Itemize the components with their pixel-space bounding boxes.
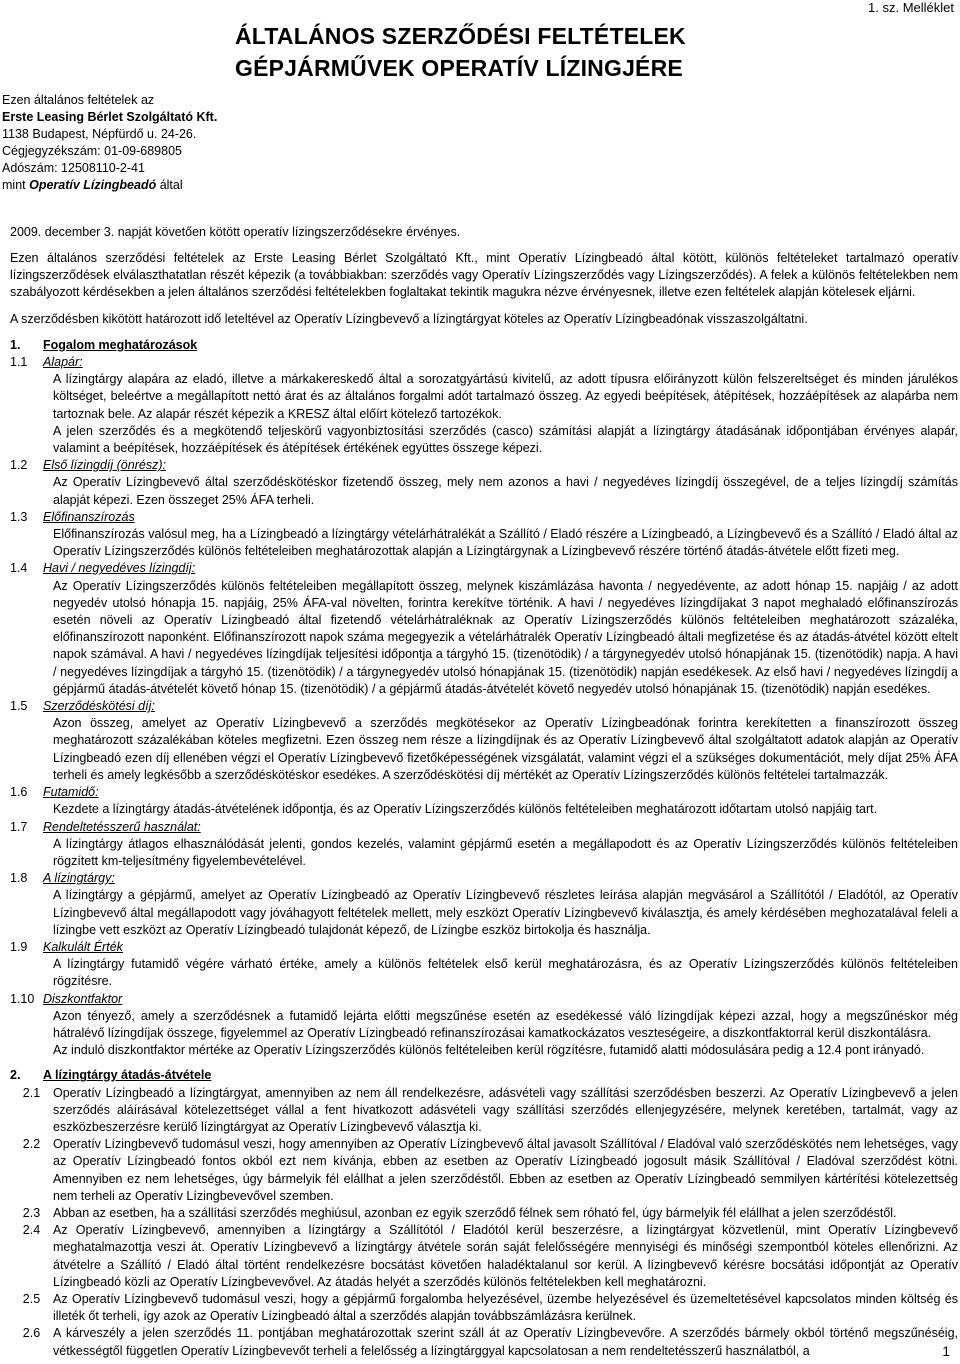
definition-heading <box>10 509 958 526</box>
clause-text: Az Operatív Lízingbevevő, amennyiben a lízingtárgy a Szállítótól / Eladótól kerül beszerzésre, a lízingtárgyat közvetlenül, mint Operatív Lízingbevevő meghatalmazottja veszi át. Operatív Lízingbevevő a lízingtárgy átvétele során saját felelősségére mennyiségi és minőségi szempontból köteles ellenőrizni. Az átvételre a Szállító / Eladó által történt rendelkezésre bocsátást követően haladéktalanul sor kerül. A lízingbevevő kérésre bocsátási időpontját az Operatív Lízingbeadó közli az Operatív Lízingbevevővel. Az átadás helyét a szerződés különös feltételekben kell meghatározni. <box>53 1223 958 1289</box>
issuer-role <box>2 177 242 194</box>
definition-term: Havi / negyedéves lízingdíj: <box>43 561 196 576</box>
page-number: 1 <box>942 1343 950 1359</box>
definition-term: Rendeltetésszerű használat: <box>43 819 201 834</box>
definition-text: Azon tényező, amely a szerződésnek a futamidő lejárta előtti megszűnése esetén az esedékessé váló lízingdíjak képezi azzal, hogy a megszűnéskor még hátralévő lízingdíjak összege, figyelemmel az Operatív Lízingbeadó refinanszírozásai kamatkockázatos veszteségeire, a diszkontfaktorral kerül diszkontálásra. <box>53 1008 958 1040</box>
section-number: 2. <box>10 1068 21 1083</box>
issuer-role-suffix: által <box>159 178 183 192</box>
intro-paragraph: Ezen általános szerződési feltételek az Erste Leasing Bérlet Szolgáltató Kft., mint Operatív Lízingbeadó által kötött, különös feltételeket tartalmazó operatív lízingszerződések elválaszthatatlan részét képezik (a továbbiakban: szerződés vagy Operatív Lízingszerződés vagy Lízingszerződés). A felek a különös feltételekben nem szabályozott kérdésekben a jelen általános szerződési feltételekben foglaltakat tekintik magukra nézve érvényesnek, illetve ezen feltételek alapján kötelesek eljárni. <box>10 251 958 300</box>
clause-text: Az Operatív Lízingbevevő tudomásul veszi, hogy a gépjármű forgalomba helyezésével, üzembe helyezésével és üzemeltetésével kapcsolatos minden költség és illeték őt terheli, így azok az Operatív Lízingbeadó által a szerződés alapján továbbszámlázásra kerülnek. <box>53 1291 958 1324</box>
definition-text: A lízingtárgy futamidő végére várható értéke, amely a különös feltételek első kerül meghatározásra, és az Operatív Lízingszerződés különös feltételeiben rögzítésre. <box>53 957 958 989</box>
definition-text: Az induló diszkontfaktor mértéke az Operatív Lízingszerződés különös feltételeiben kerül rögzítésre, futamidő alatti módosulására pedig a 12.4 pont irányadó. <box>53 1043 925 1058</box>
intro-paragraph: A szerződésben kikötött határozott idő leteltével az Operatív Lízingbevevő a lízingtárgyat köteles az Operatív Lízingbeadónak visszaszolgáltatni. <box>10 311 808 326</box>
definition-number: 1.5 <box>10 699 28 714</box>
clause-item <box>10 1325 958 1359</box>
title-line-1: ÁLTALÁNOS SZERZŐDÉSI FELTÉTELEK <box>235 23 686 49</box>
definition-term: Előfinanszírozás <box>43 509 135 524</box>
clause-item <box>10 1291 958 1325</box>
definition-heading <box>10 698 958 715</box>
title-line-2: GÉPJÁRMŰVEK OPERATÍV LÍZINGJÉRE <box>235 55 683 81</box>
section-items <box>10 1085 958 1360</box>
clause-text: A kárveszély a jelen szerződés 11. pontjában meghatározottak szerint száll át az Operatív Lízingbevevőre. A szerződés bármely okból történő megszűnéséig, vétkességtől független Operatív Lízingbevevőt terheli a felelősség a lízingtárggyal kapcsolatosan a nem rendeltetésszerű használatból, a <box>53 1326 958 1358</box>
section-number: 1. <box>10 337 21 352</box>
document-title <box>235 20 735 84</box>
section-title: Fogalom meghatározások <box>43 337 198 352</box>
definition-text: Előfinanszírozás valósul meg, ha a Lízingbeadó a lízingtárgy vételárhátralékát a Szállító / Eladó részére a Lízingbeadó, a Lízingbevevő és a Szállító / Eladó által az Operatív Lízingszerződés különös feltételeiben meghatározottak alapján a Lízingtárgynak a Lízingbevevő részére történő átadás-átvétele előtt fizeti meg. <box>53 527 958 559</box>
definition-heading <box>10 560 958 577</box>
definition-term: Kalkulált Érték <box>43 939 123 954</box>
definition-term: Diszkontfaktor <box>43 991 123 1006</box>
section-heading <box>10 1067 958 1084</box>
definition-number: 1.7 <box>10 819 28 834</box>
definition-text: A lízingtárgy alapára az eladó, illetve a márkakereskedő által a sorozatgyártású kivitelű, az adott típusra előirányzott külön felszereltséget és minden járulékos költséget, beleértve a megállapított nettó árat és az általános forgalmi adót tartalmazó összeg. Az egyedi beépítések, átépítések, hozzáépítések az alapárba nem tartoznak bele. Az alapár részét képezik a KRESZ által előírt kötelező tartozékok. <box>53 372 958 421</box>
issuer-company: Erste Leasing Bérlet Szolgáltató Kft. <box>2 110 218 124</box>
validity-note: 2009. december 3. napját követően kötött operatív lízingszerződésekre érvényes. <box>10 225 461 239</box>
issuer-intro: Ezen általános feltételek az <box>2 93 155 107</box>
definition-heading <box>10 354 958 371</box>
definition-number: 1.2 <box>10 458 28 473</box>
clause-text: Operatív Lízingbevevő tudomásul veszi, hogy amennyiben az Operatív Lízingbevevő által javasolt Szállítóval / Eladóval való szerződéskötés nem lehetséges, vagy az Operatív Lízingbeadó fontos okból ezt nem kívánja, ebben az esetben az Operatív Lízingbeadó jogosult másik Szállítóval / Eladóval szerződést kötni. Amennyiben ez nem lehetséges, úgy bármelyik fél elállhat a jelen szerződéstől. Ebben az esetben az Operatív Lízingbeadó semmilyen kártérítési kötelezettség nem terheli az Operatív Lízingbevevővel szemben. <box>53 1137 958 1203</box>
definition-heading <box>10 819 958 836</box>
definition-heading <box>10 457 958 474</box>
definition-number: 1.4 <box>10 561 28 576</box>
definition-number: 1.9 <box>10 939 28 954</box>
definition-number: 1.1 <box>10 355 28 370</box>
definition-term: Szerződéskötési díj: <box>43 699 155 714</box>
definition-term: Futamidő: <box>43 785 99 800</box>
section-heading <box>10 337 958 354</box>
definition-heading <box>10 939 958 956</box>
definition-term: Alapár: <box>43 355 83 370</box>
definition-text: A lízingtárgy a gépjármű, amelyet az Operatív Lízingbeadó az Operatív Lízingbevevő részletes leírása alapján megvásárol a Szállítótól / Eladótól, az Operatív Lízingbevevő által megállapodott vagy jóváhagyott feltételek mellett, mely eszközt Operatív Lízingbevevő kiválasztja, és amely kérdésében meghozatalával feleli a lízingbe vett eszközt az Operatív Lízingbeadó tulajdonát képező, de Lízingbe eszköz birtokolja és használja. <box>53 888 958 937</box>
issuer-registration: Cégjegyzékszám: 01-09-689805 <box>2 144 182 158</box>
definition-text: A lízingtárgy átlagos elhasználódását jelenti, gondos kezelés, valamint gépjármű esetén a megállapodott és az Operatív Lízingszerződés különös feltételeiben rögzített km-teljesítmény figyelembevételével. <box>53 836 958 868</box>
clause-number: 2.4 <box>22 1223 41 1238</box>
document-body <box>10 250 958 1360</box>
clause-number: 2.5 <box>22 1291 41 1306</box>
issuer-address: 1138 Budapest, Népfürdő u. 24-26. <box>2 127 197 141</box>
issuer-role-name: Operatív Lízingbeadó <box>29 178 157 192</box>
definition-text: Azon összeg, amelyet az Operatív Lízingbevevő a szerződés megkötésekor az Operatív Lízingbeadónak forintra kerekítetten a finanszírozott összeg meghatározott százalékában köteles megfizetni. Ezen összeg nem része a lízingdíjnak és az Operatív Lízingbevevő által szolgáltatott adatok alapján az Operatív Lízingbeadó ezen díj ellenében végzi el Operatív Lízingbevevő fizetőképességének vizsgálatát, valamint végzi el a szükséges dokumentációt, mely díjat 25% ÁFA terheli és amely legkésőbb a szerződéskötéskor esedékes. A szerződéskötési díj mértékét az Operatív Lízingszerződés különös feltételei tartalmazzák. <box>53 716 958 782</box>
clause-text: Operatív Lízingbeadó a lízingtárgyat, amennyiben az nem áll rendelkezésre, adásvételi vagy szállítási szerződésben beszerzi. Az Operatív Lízingbevevő a jelen szerződés aláírásával kötelezettséget vállal a fent hivatkozott adásvételi vagy szállítási szerződés ellenjegyzésére, melynek keretében, tartalmát, vagy az eszközbeszerzésre kerülő lízingtárgyat az Operatív Lízingbevevő választja ki. <box>53 1085 958 1134</box>
clause-number: 2.6 <box>22 1326 41 1341</box>
clause-item <box>10 1085 958 1137</box>
section-title: A lízingtárgy átadás-átvétele <box>43 1068 212 1083</box>
definition-text: Kezdete a lízingtárgy átadás-átvételének időpontja, és az Operatív Lízingszerződés különös feltételeiben meghatározott időtartam utolsó napjáig tart. <box>53 802 878 817</box>
definitions-list <box>10 354 958 1059</box>
definition-number: 1.6 <box>10 785 28 800</box>
clause-item <box>10 1136 958 1205</box>
definition-heading <box>10 870 958 887</box>
issuer-block <box>2 92 242 194</box>
definition-text: Az Operatív Lízingbevevő által szerződéskötéskor fizetendő összeg, mely nem azonos a havi / negyedéves lízingdíj összegével, de a teljes lízingdíj számítás alapját képezi. Ezen összeget 25% ÁFA terheli. <box>53 475 958 507</box>
annex-label: 1. sz. Melléklet <box>868 0 954 15</box>
clause-item <box>10 1222 958 1291</box>
clause-text: Abban az esetben, ha a szállítási szerződés meghiúsul, azonban ez egyik szerződő félnek sem róható fel, úgy bármelyik fél elállhat a jelen szerződéstől. <box>53 1205 897 1220</box>
definition-number: 1.8 <box>10 871 28 886</box>
definition-number: 1.10 <box>10 991 35 1006</box>
definition-heading <box>10 784 958 801</box>
definition-term: Első lízingdíj (önrész): <box>43 458 166 473</box>
clause-number: 2.2 <box>22 1137 41 1152</box>
definition-term: A lízingtárgy: <box>43 871 115 886</box>
clause-item <box>10 1205 958 1222</box>
issuer-tax-number: Adószám: 12508110-2-41 <box>2 161 145 175</box>
clause-number: 2.3 <box>22 1205 41 1220</box>
issuer-role-prefix: mint <box>2 178 26 192</box>
clause-number: 2.1 <box>22 1085 41 1100</box>
definition-number: 1.3 <box>10 509 28 524</box>
definition-text: Az Operatív Lízingszerződés különös feltételeiben megállapított összeg, melynek kiszámlázása havonta / negyedévente, az adott hónap 15. napjáig / az adott negyedév utolsó hónapja 15. napjáig, 25% ÁFA-val növelten, forintra kerekítve történik. A havi / negyedéves lízingdíjakat 3 napot meghaladó előfinanszírozás esetén növeli az Operatív Lízingbeadó által fizetendő vételárhátraléknak az Operatív Lízingszerződés különös feltételeiben meghatározott százaléka, előfinanszírozott naponként. Előfinanszírozott napok száma megegyezik a vételárhátralék Operatív Lízingbeadó általi megfizetése és az átadás-átvétel között eltelt napok számával. A havi / negyedéves lízingdíjak teljesítési időpontja a tárgyhó 15. (tizenötödik) / a tárgynegyedév utolsó hónapjának 15. (tizenötödik) napja. A havi / negyedéves lízingdíjak a tárgyhó 15. (tizenötödik) / a tárgynegyedév utolsó hónapjának 15. (tizenötödik) napján esedékesek. Az első havi / negyedéves lízingdíj a gépjármű átadás-átvételét követő hónap 15. (tizenötödik) / a gépjármű átadás-átvételét követő negyedév utolsó hónapjának 15. (tizenötödik) napján esedékes. <box>53 578 958 696</box>
definition-text: A jelen szerződés és a megkötendő teljeskörű vagyonbiztosítási szerződés (casco) számítási alapját a lízingtárgy átadásának időpontjában érvényes alapár, valamint a beépítések, hozzáépítések és átépítések értékének együttes összege képezi. <box>53 423 958 456</box>
definition-heading <box>10 991 958 1008</box>
